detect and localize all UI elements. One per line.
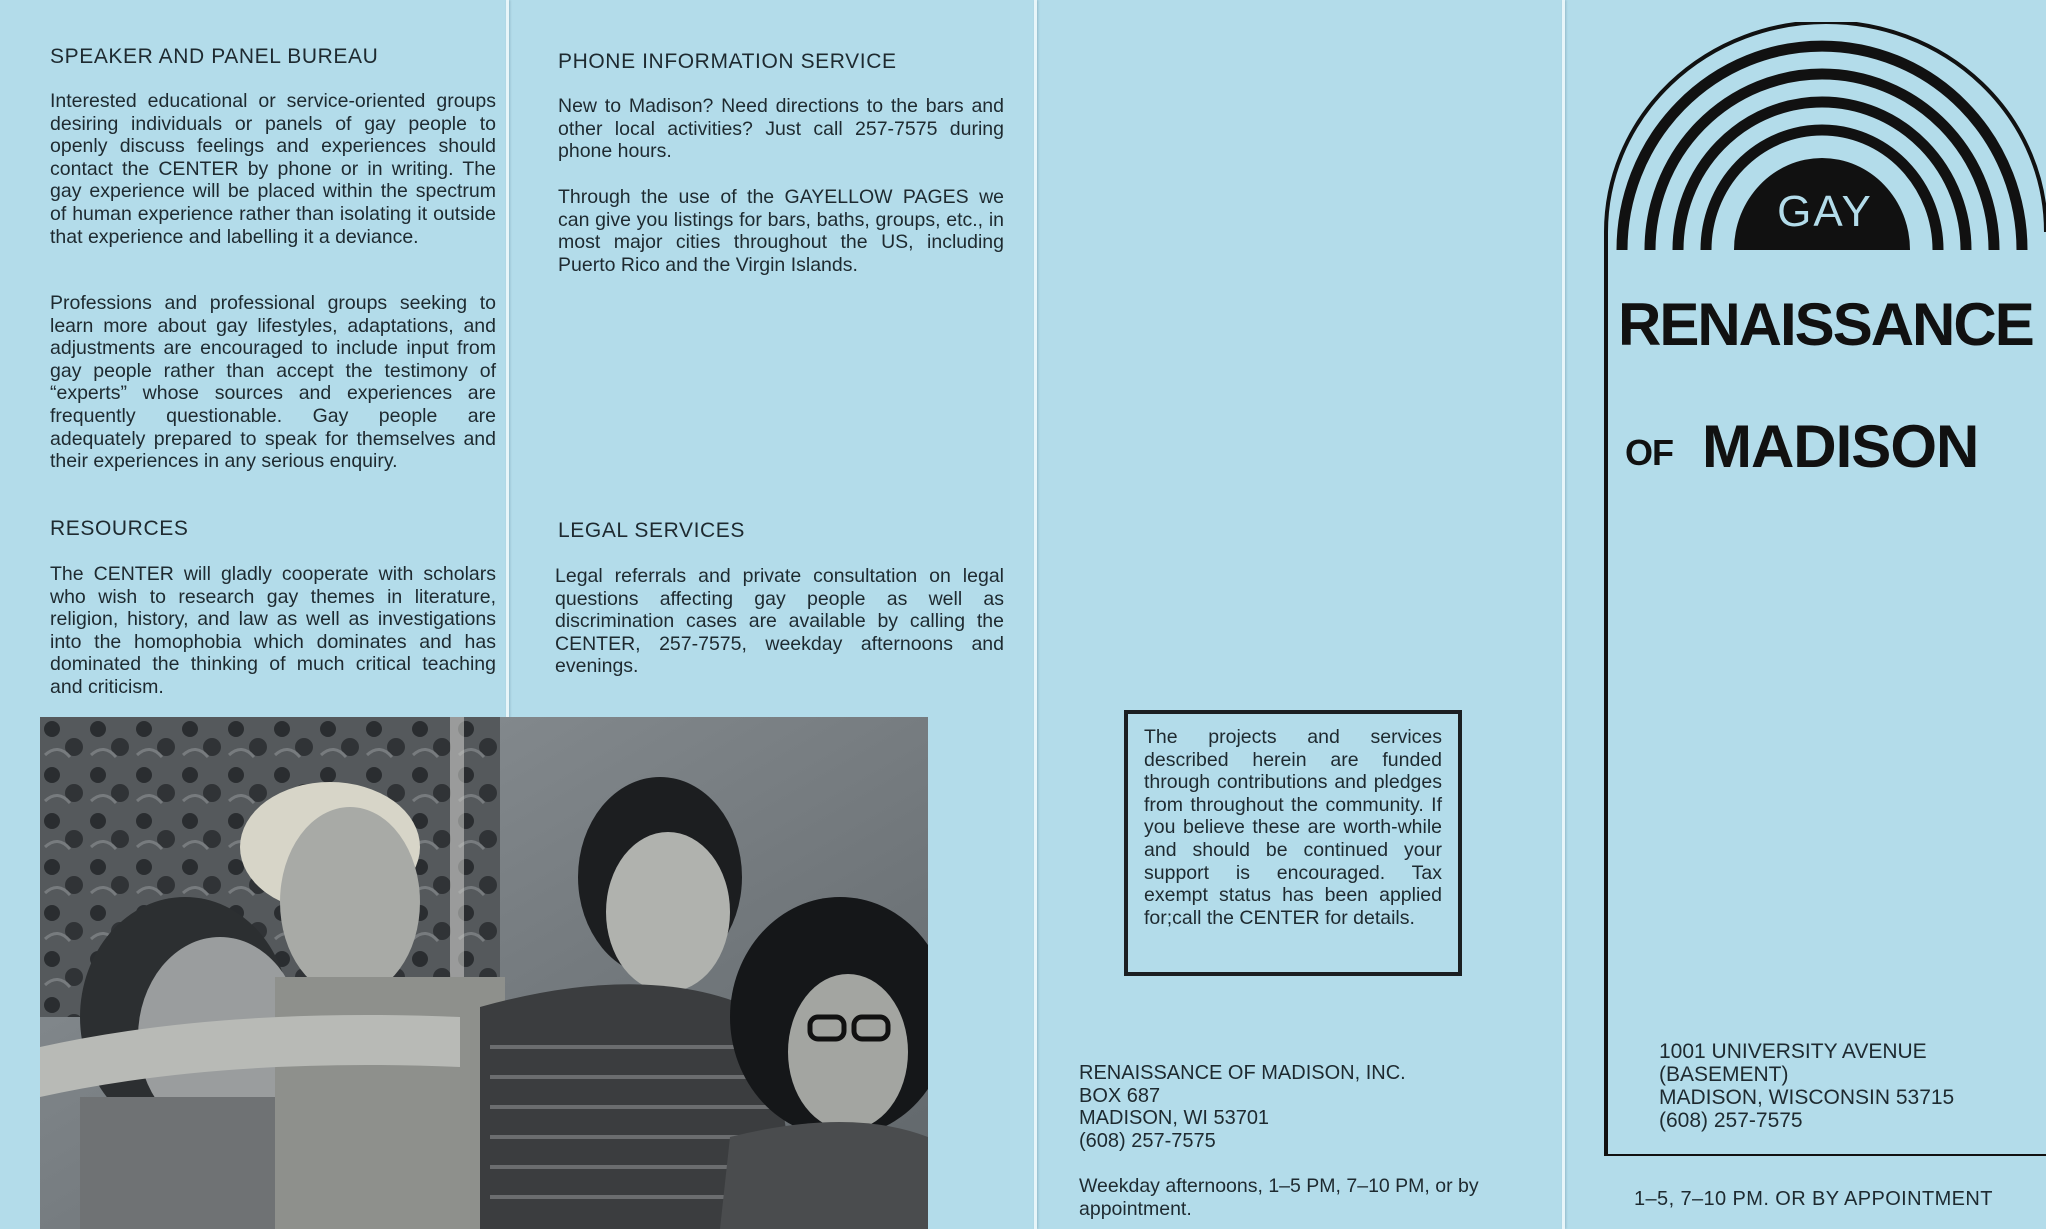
mail-line: MADISON, WI 53701 bbox=[1079, 1107, 1270, 1130]
mail-address bbox=[1079, 1062, 1406, 1152]
fold-line bbox=[1034, 0, 1037, 1229]
title-renaissance: RENAISSANCE bbox=[1618, 291, 2033, 358]
resources-paragraph: The CENTER will gladly cooperate with scholars who wish to research gay themes in literature, religion, history, and law as well as investigations into the homophobia which dominates and has dominated the thinking of much critical teaching and criticism. bbox=[50, 563, 496, 698]
address-line: (608) 257-7575 bbox=[1659, 1109, 1803, 1132]
legal-heading: LEGAL SERVICES bbox=[558, 519, 745, 542]
logo-gay-text: GAY bbox=[1777, 187, 1873, 236]
cover-logo-frame bbox=[1602, 22, 2046, 1156]
speaker-heading: SPEAKER AND PANEL BUREAU bbox=[50, 45, 379, 68]
address-line: (BASEMENT) bbox=[1659, 1063, 1789, 1086]
fold-line bbox=[1562, 0, 1565, 1229]
address-line: 1001 UNIVERSITY AVENUE bbox=[1659, 1040, 1927, 1063]
speaker-paragraph-1: Interested educational or service-oriented groups desiring individuals or panels of gay people to openly discuss feelings and experiences should contact the CENTER by phone or in writing. The gay experience will be placed within the spectrum of human experience rather than isolating it outside that experience and labelling it a deviance. bbox=[50, 90, 496, 248]
mail-line: BOX 687 bbox=[1079, 1084, 1161, 1107]
funding-notice-text: The projects and services described herein are funded through contributions and pledges from throughout the community. If you believe these are worth-while and should be continued your support is encouraged. Tax exempt status has been applied for;call the CENTER for details. bbox=[1144, 726, 1442, 929]
resources-heading: RESOURCES bbox=[50, 517, 189, 540]
hours-text: Weekday afternoons, 1–5 PM, 7–10 PM, or by appointment. bbox=[1079, 1175, 1479, 1220]
mail-line: RENAISSANCE OF MADISON, INC. bbox=[1079, 1062, 1406, 1084]
phone-paragraph-2: Through the use of the GAYELLOW PAGES we can give you listings for bars, baths, groups, etc., in most major cities throughout the US, including Puerto Rico and the Virgin Islands. bbox=[558, 186, 1004, 276]
panel-3 bbox=[1037, 0, 1562, 1229]
cover-hours: 1–5, 7–10 PM. OR BY APPOINTMENT bbox=[1634, 1188, 1993, 1210]
funding-notice-box bbox=[1124, 710, 1462, 976]
title-of: OF bbox=[1625, 432, 1673, 473]
group-photo bbox=[40, 717, 928, 1229]
mail-line: (608) 257-7575 bbox=[1079, 1129, 1216, 1152]
legal-paragraph: Legal referrals and private consultation on legal questions affecting gay people as well as discrimination cases are available by calling the CENTER, 257-7575, weekday afternoons and evenings. bbox=[555, 565, 1004, 678]
address-line: MADISON, WISCONSIN 53715 bbox=[1659, 1086, 1955, 1109]
street-address bbox=[1659, 1040, 1954, 1132]
title-madison: MADISON bbox=[1702, 413, 1979, 480]
photo-image bbox=[40, 717, 928, 1229]
phone-paragraph-1: New to Madison? Need directions to the bars and other local activities? Just call 257-7575 during phone hours. bbox=[558, 95, 1004, 163]
phone-heading: PHONE INFORMATION SERVICE bbox=[558, 50, 897, 73]
speaker-paragraph-2: Professions and professional groups seeking to learn more about gay lifestyles, adaptations, and adjustments are encouraged to include input from gay people rather than accept the testimony of “experts” whose sources and experiences are frequently questionable. Gay people are adequately prepared to speak for themselves and their experiences in any serious enquiry. bbox=[50, 292, 496, 473]
